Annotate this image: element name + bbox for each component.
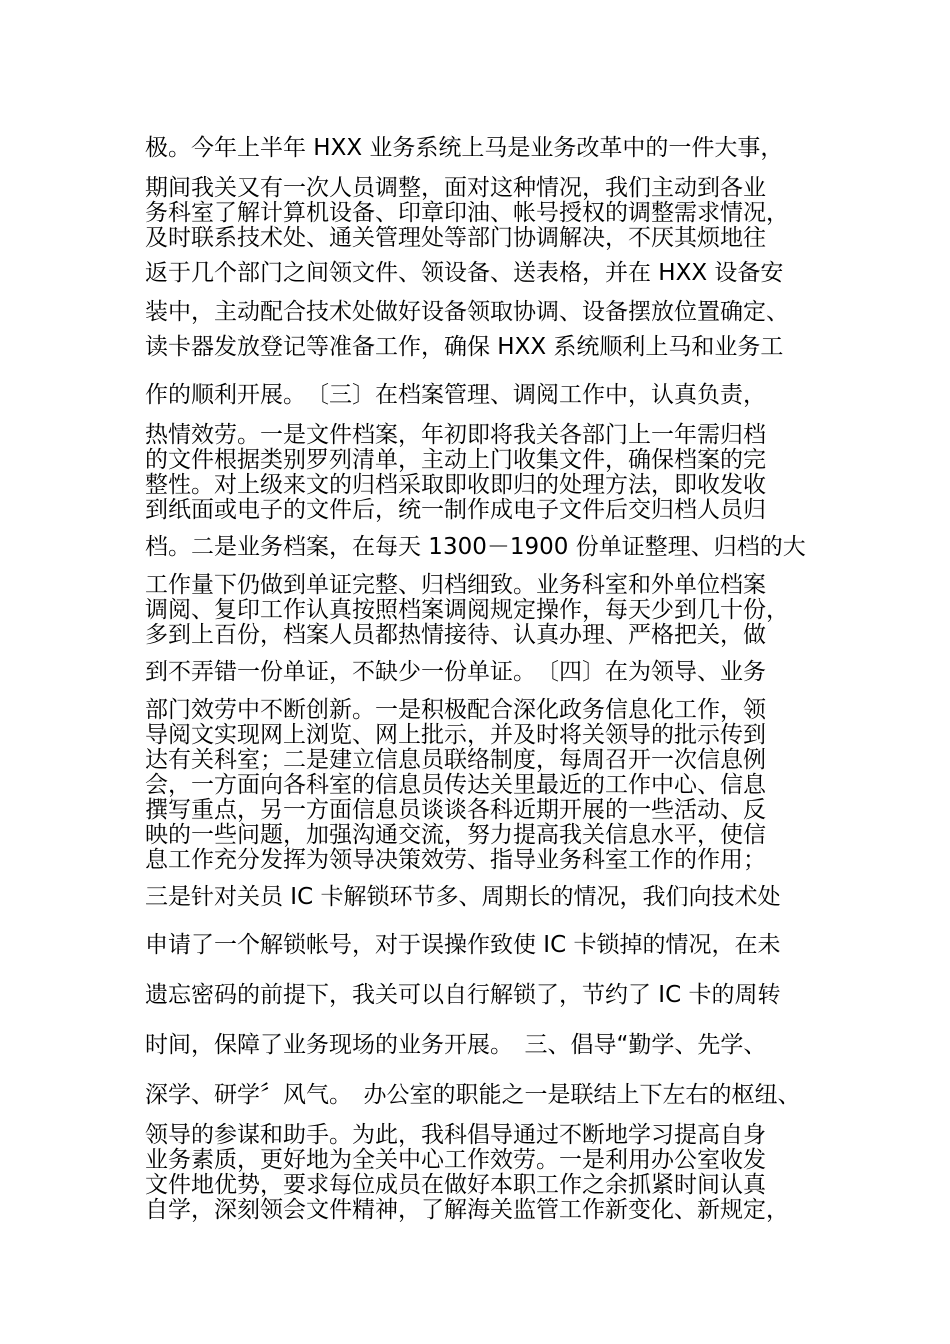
text-line: 映的一些问题，加强沟通交流，努力提高我关信息水平，使信 [145, 822, 766, 848]
text-line: 读卡器发放登记等准备工作，确保 HXX 系统顺利上马和业务工 [145, 334, 784, 360]
text-line: 作的顺利开展。 〔三〕在档案管理、调阅工作中，认真负责， [145, 382, 766, 408]
text-line: 业务素质，更好地为全关中心工作效劳。一是利用办公室收发 [145, 1147, 766, 1173]
text-line: 撰写重点，另一方面信息员谈谈各科近期开展的一些活动、反 [145, 797, 766, 823]
text-line: 档。二是业务档案，在每天 1300－1900 份单证整理、归档的大 [145, 534, 806, 560]
text-line: 部门效劳中不断创新。一是积极配合深化政务信息化工作，领 [145, 697, 766, 723]
text-line: 整性。对上级来文的归档采取即收即归的处理方法，即收发收 [145, 472, 766, 498]
text-line: 热情效劳。一是文件档案，年初即将我关各部门上一年需归档 [145, 422, 766, 448]
text-line: 深学、研学〞风气。 办公室的职能之一是联结上下左右的枢纽、 [145, 1082, 801, 1108]
text-line: 工作量下仍做到单证完整、归档细致。业务科室和外单位档案 [145, 572, 766, 598]
text-line: 到不弄错一份单证，不缺少一份单证。 〔四〕在为领导、业务 [145, 659, 766, 685]
text-line: 息工作充分发挥为领导决策效劳、指导业务科室工作的作用； [145, 847, 766, 873]
text-line: 会，一方面向各科室的信息员传达关里最近的工作中心、信息 [145, 772, 766, 798]
text-line: 调阅、复印工作认真按照档案调阅规定操作，每天少到几十份， [145, 597, 789, 623]
text-line: 导阅文实现网上浏览、网上批示，并及时将关领导的批示传到 [145, 722, 766, 748]
text-line: 申请了一个解锁帐号，对于误操作致使 IC 卡锁掉的情况，在未 [145, 932, 781, 958]
text-line: 时间，保障了业务现场的业务开展。 三、倡导“勤学、先学、 [145, 1032, 767, 1058]
text-line: 返于几个部门之间领文件、领设备、送表格，并在 HXX 设备安 [145, 260, 784, 286]
text-line: 达有关科室；二是建立信息员联络制度，每周召开一次信息例 [145, 747, 766, 773]
text-line: 自学，深刻领会文件精神，了解海关监管工作新变化、新规定， [145, 1197, 789, 1223]
text-line: 务科室了解计算机设备、印章印油、帐号授权的调整需求情况， [145, 200, 789, 226]
text-line: 领导的参谋和助手。为此，我科倡导通过不断地学习提高自身 [145, 1122, 766, 1148]
text-line: 期间我关又有一次人员调整，面对这种情况，我们主动到各业 [145, 175, 766, 201]
text-line: 多到上百份，档案人员都热情接待、认真办理、严格把关，做 [145, 622, 766, 648]
text-line: 到纸面或电子的文件后，统一制作成电子文件后交归档人员归 [145, 497, 766, 523]
text-line: 装中，主动配合技术处做好设备领取协调、设备摆放位置确定、 [145, 299, 789, 325]
text-line: 文件地优势，要求每位成员在做好本职工作之余抓紧时间认真 [145, 1172, 766, 1198]
text-line: 及时联系技术处、通关管理处等部门协调解决，不厌其烦地往 [145, 225, 766, 251]
text-line: 三是针对关员 IC 卡解锁环节多、周期长的情况，我们向技术处 [145, 884, 781, 910]
text-line: 的文件根据类别罗列清单，主动上门收集文件，确保档案的完 [145, 447, 766, 473]
text-line: 遗忘密码的前提下，我关可以自行解锁了，节约了 IC 卡的周转 [145, 982, 781, 1008]
text-line: 极。今年上半年 HXX 业务系统上马是业务改革中的一件大事， [145, 135, 784, 161]
